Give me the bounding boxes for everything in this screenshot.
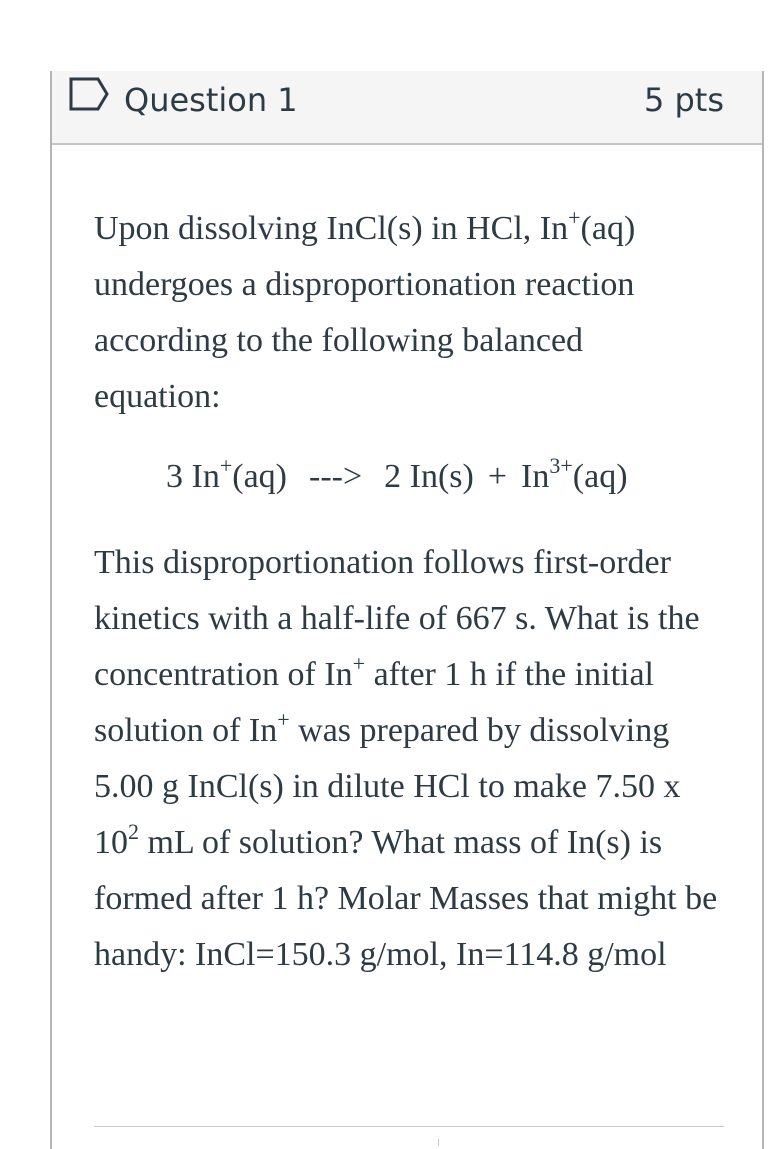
problem-text-a: This disproportionation follows first-order kinetics with a half-life of 667 s. What is the concentration of In	[94, 544, 700, 693]
equation-product-1: 2 In(s)	[384, 458, 474, 495]
answer-divider	[94, 1126, 724, 1127]
problem-superscript-c: 2	[128, 818, 139, 844]
question-text	[94, 201, 724, 983]
question-intro-paragraph	[94, 201, 704, 425]
problem-text-d: mL of solution? What mass of In(s) is formed after 1 h? Molar Masses that might be handy: InCl=150.3 g/mol, In=114.8 g/mol	[94, 824, 718, 973]
problem-text-c: was prepared by dissolving 5.00 g InCl(s) in dilute HCl to make 7.50 x 10	[94, 712, 681, 861]
question-title: Question 1	[124, 81, 298, 119]
question-header	[52, 71, 762, 145]
problem-superscript-b: +	[277, 706, 290, 732]
balanced-equation	[166, 449, 724, 505]
answer-area-marker	[438, 1139, 439, 1146]
problem-text-b: after 1 h if the initial solution of In	[94, 656, 654, 749]
equation-reactant: 3 In	[166, 458, 220, 495]
equation-product-2-charge: 3+	[549, 452, 573, 478]
question-card	[50, 71, 764, 1149]
intro-superscript: +	[568, 204, 581, 230]
problem-superscript-a: +	[352, 650, 366, 676]
question-problem-paragraph	[94, 535, 718, 983]
equation-reactant-state: (aq)	[232, 458, 287, 495]
flag-question-icon[interactable]	[68, 76, 110, 112]
equation-product-2-state: (aq)	[572, 458, 628, 495]
equation-reactant-charge: +	[219, 452, 233, 478]
intro-text-b: (aq) undergoes a disproportionation reaction according to the following balanced equation:	[94, 210, 636, 415]
question-points: 5 pts	[643, 81, 724, 119]
intro-text-a: Upon dissolving InCl(s) in HCl, In	[94, 210, 569, 247]
equation-plus: +	[487, 458, 508, 495]
equation-arrow: --->	[309, 458, 363, 495]
equation-product-2: In	[521, 458, 550, 495]
